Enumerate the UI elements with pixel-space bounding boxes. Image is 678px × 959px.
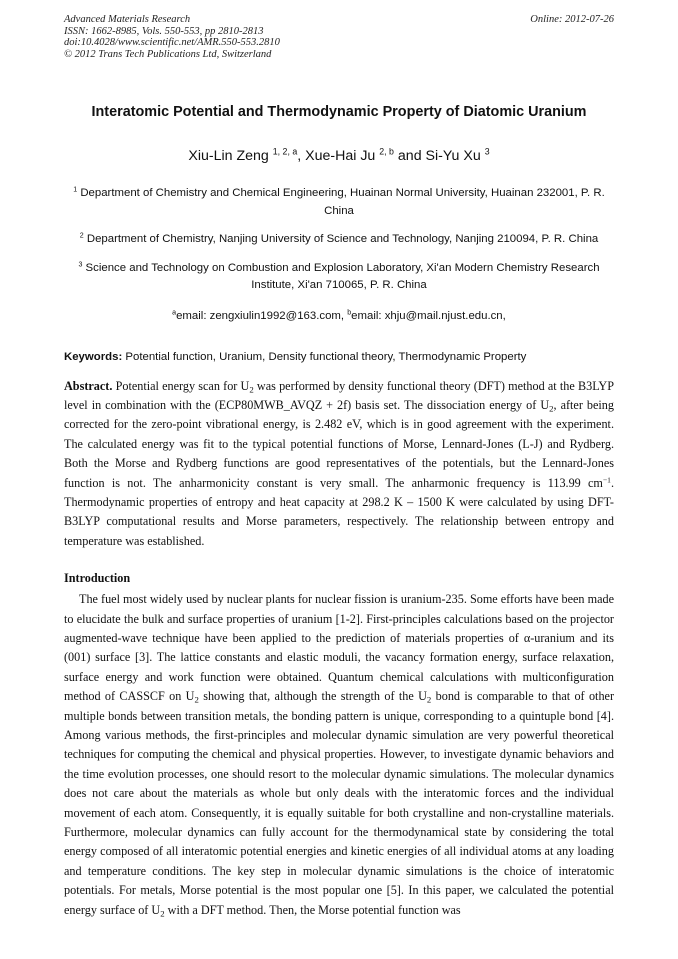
- introduction-heading: Introduction: [64, 571, 131, 586]
- author-emails: [64, 308, 614, 325]
- email-b[interactable]: email: xhju@mail.njust.edu.cn,: [351, 309, 506, 322]
- keywords-text: Potential function, Uranium, Density functional theory, Thermodynamic Property: [122, 350, 527, 363]
- copyright-line: © 2012 Trans Tech Publications Ltd, Switzerland: [64, 48, 272, 60]
- abstract: [64, 377, 614, 552]
- intro-text-2: showing that, although the strength of the U: [198, 689, 427, 704]
- online-date: Online: 2012-07-26: [530, 14, 614, 25]
- affiliation-3: [64, 260, 614, 295]
- abstract-subscript-1: 2: [249, 383, 254, 394]
- author-1-affiliation-marks: 1, 2, a: [272, 146, 298, 157]
- author-separator-1: ,: [297, 148, 306, 164]
- author-separator-2: and: [393, 148, 426, 164]
- affiliation-2: [64, 231, 614, 249]
- affiliation-1: [64, 185, 614, 220]
- affiliation-3-text: Science and Technology on Combustion and Explosion Laboratory, Xi'an Modern Chemistry Research Institute, Xi'an 710065, P. R. China: [85, 261, 600, 291]
- abstract-text-3: , after being corrected for the zero-point vibrational energy, is 2.482 eV, which is in good agreement with the experiment. The calculated energy was fit to the typical potential functions of Morse, Lennard-Jones (L-J) and Rydberg. Both the Morse and Rydberg functions are good representatives of the potentials, but the Lennard-Jones function is not. The anharmonicity constant is very small. The anharmonic frequency is 113.99 cm: [64, 397, 614, 490]
- author-3-affiliation-marks: 3: [484, 146, 490, 157]
- doi-line: doi:10.4028/www.scientific.net/AMR.550-553.2810: [64, 37, 280, 48]
- journal-name: Advanced Materials Research: [64, 14, 191, 25]
- author-1-name: Xiu-Lin Zeng: [188, 148, 269, 164]
- issn-line: ISSN: 1662-8985, Vols. 550-553, pp 2810-2813: [64, 25, 264, 37]
- intro-text-4: with a DFT method. Then, the Morse potential function was: [164, 902, 461, 917]
- abstract-label: Abstract.: [64, 378, 113, 393]
- abstract-subscript-2: 2: [549, 403, 554, 414]
- intro-subscript-3: 2: [160, 908, 165, 919]
- intro-text-1: The fuel most widely used by nuclear plants for nuclear fission is uranium-235. Some efforts have been made to elucidate the bulk and surface properties of uranium [1-2]. First-principles calculations based on the projector augmented-wave technique have been applied to the prediction of materials properties of α-uranium and its (001) surface [3]. The lattice constants and elastic moduli, the vacancy formation energy, surface relaxation, surface energy and work function were obtained. Quantum chemical calculations with multiconfiguration method of CASSCF on U: [64, 592, 614, 704]
- affiliation-2-number: 2: [79, 232, 84, 240]
- abstract-superscript: −1: [602, 474, 611, 484]
- email-b-mark: b: [347, 309, 352, 317]
- intro-text-3: bond is comparable to that of other multiple bonds between transition metals, the bonding pattern is unique, corresponding to a quintuple bond [4]. Among various methods, the first-principles and molecular dynamic simulation are very powerful theoretical techniques for computing the chemical and physical properties. However, to investigate dynamic behaviors and the time evolution processes, one should resort to the molecular dynamic simulations. The molecular dynamics does not care about the materials as whole but only deals with the interatomic forces and the individual movement of each atom. Consequently, it is equally suitable for both crystalline and non-crystalline materials. Furthermore, molecular dynamics can fully account for the thermodynamical state by considering the total energy composed of all interatomic potential energies and kinetic energies of all individual atoms at any loading and temperature conditions. The key step in molecular dynamic simulations is the choice of interatomic potentials. For metals, Morse potential is the most popular one [5]. In this paper, we calculated the potential energy surface of U: [64, 689, 615, 917]
- intro-subscript-2: 2: [426, 694, 432, 705]
- author-2-affiliation-marks: 2, b: [379, 146, 394, 157]
- abstract-text-4: . Thermodynamic properties of entropy and heat capacity at 298.2 K – 1500 K were calculated by using DFT-B3LYP computational results and Morse parameters, respectively. The relationship between entropy and temperature was established.: [64, 475, 614, 548]
- email-a[interactable]: email: zengxiulin1992@163.com,: [176, 309, 348, 322]
- intro-subscript-1: 2: [194, 694, 199, 705]
- keywords: [64, 349, 614, 365]
- author-list: [64, 147, 614, 165]
- affiliation-2-text: Department of Chemistry, Nanjing University of Science and Technology, Nanjing 210094, P. R. China: [86, 233, 599, 245]
- abstract-text-1: Potential energy scan for U: [112, 378, 250, 393]
- affiliation-3-number: 3: [78, 261, 83, 269]
- keywords-label: Keywords:: [64, 350, 123, 363]
- affiliation-1-text: Department of Chemistry and Chemical Engineering, Huainan Normal University, Huainan 232001, P. R. China: [80, 187, 605, 217]
- paper-title: Interatomic Potential and Thermodynamic Property of Diatomic Uranium: [91, 104, 587, 120]
- journal-header: [64, 14, 614, 62]
- affiliation-1-number: 1: [73, 186, 78, 194]
- email-a-mark: a: [172, 309, 177, 317]
- author-3-name: Si-Yu Xu: [425, 148, 481, 164]
- author-2-name: Xue-Hai Ju: [305, 148, 376, 164]
- introduction-paragraph: [64, 590, 614, 920]
- abstract-text-2: was performed by density functional theory (DFT) method at the B3LYP level in combination with the (ECP80MWB_AVQZ + 2f) basis set. The dissociation energy of U: [64, 378, 614, 412]
